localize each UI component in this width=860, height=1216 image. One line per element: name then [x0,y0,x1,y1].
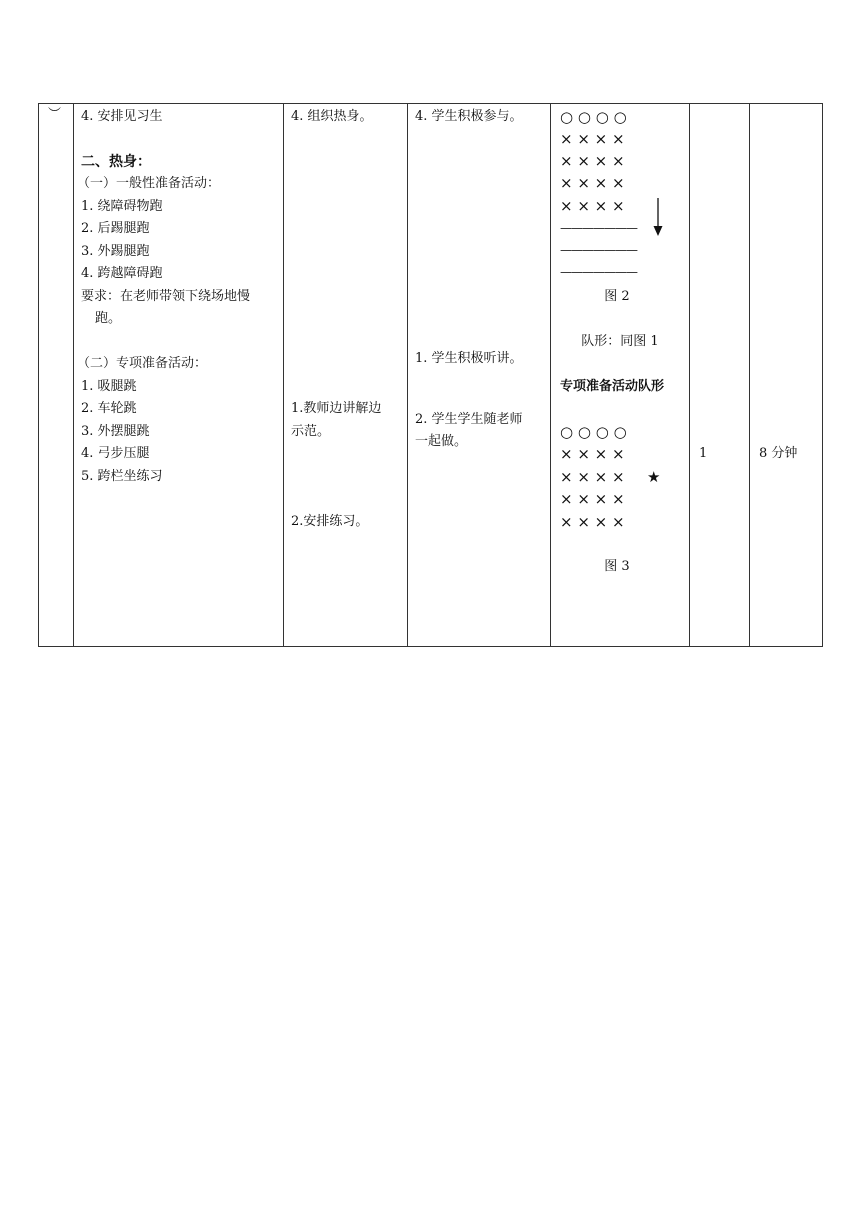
fig2-row-circles: ○ ○ ○ ○ [560,108,627,126]
teacher-column [284,104,408,647]
teacher-step-2: 2.安排练习。 [291,514,369,529]
repetition-count: 1 [699,446,708,461]
times-column [690,104,750,647]
duration-column [750,104,823,647]
special-formation-title: 专项准备活动队形 [560,379,665,394]
formation-column [551,104,690,647]
general-item-4: 4. 跨越障碍跑 [81,266,163,281]
special-item-1: 1. 吸腿跳 [81,379,137,394]
teacher-step-1-line-1: 1.教师边讲解边 [291,401,382,416]
student-item-4: 4. 学生积极参与。 [415,109,523,124]
general-item-2: 2. 后踢腿跑 [81,221,150,236]
down-arrow-icon [651,196,665,238]
content-column [74,104,284,647]
lesson-plan-table [38,103,823,647]
general-prep-heading: （一）一般性准备活动： [77,176,221,191]
section-column [39,104,74,647]
fig3-row-4: × × × × [560,513,625,531]
fig2-row-2: × × × × [560,152,625,170]
fig3-row-2: × × × × [560,468,625,486]
special-item-4: 4. 弓步压腿 [81,446,150,461]
teacher-step-1-line-2: 示范。 [291,424,331,439]
fig2-dash-line-3: ——————— [560,265,637,279]
warmup-heading: 二、热身： [81,154,151,170]
teacher-star-icon: ★ [647,468,661,486]
student-step-2-line-1: 2. 学生学生随老师 [415,412,523,427]
fig3-row-circles: ○ ○ ○ ○ [560,423,627,441]
duration-value: 8 分钟 [759,446,798,461]
general-item-3: 3. 外踢腿跑 [81,244,150,259]
requirement-line-1: 要求：在老师带领下绕场地慢 [81,289,251,304]
content-item-4: 4. 安排见习生 [81,109,163,124]
fig2-row-3: × × × × [560,174,625,192]
general-item-1: 1. 绕障碍物跑 [81,199,163,214]
special-item-5: 5. 跨栏坐练习 [81,469,163,484]
fig3-row-1: × × × × [560,445,625,463]
student-step-1: 1. 学生积极听讲。 [415,351,523,366]
special-prep-heading: （二）专项准备活动： [77,356,208,371]
fig2-dash-line-2: ——————— [560,243,637,257]
special-item-2: 2. 车轮跳 [81,401,137,416]
fig3-caption: 图 3 [604,559,630,574]
fig2-dash-line-1: ——————— [560,221,637,235]
student-step-2-line-2: 一起做。 [415,434,468,449]
fig2-row-1: × × × × [560,130,625,148]
teacher-item-4: 4. 组织热身。 [291,109,373,124]
requirement-line-2: 跑。 [95,311,122,326]
student-column [408,104,551,647]
special-item-3: 3. 外摆腿跳 [81,424,150,439]
fig2-caption: 图 2 [604,289,630,304]
formation-note: 队形：同图 1 [581,334,659,349]
fig3-row-3: × × × × [560,490,625,508]
section-mark: ︶ [48,107,62,122]
fig2-row-4: × × × × [560,197,625,215]
